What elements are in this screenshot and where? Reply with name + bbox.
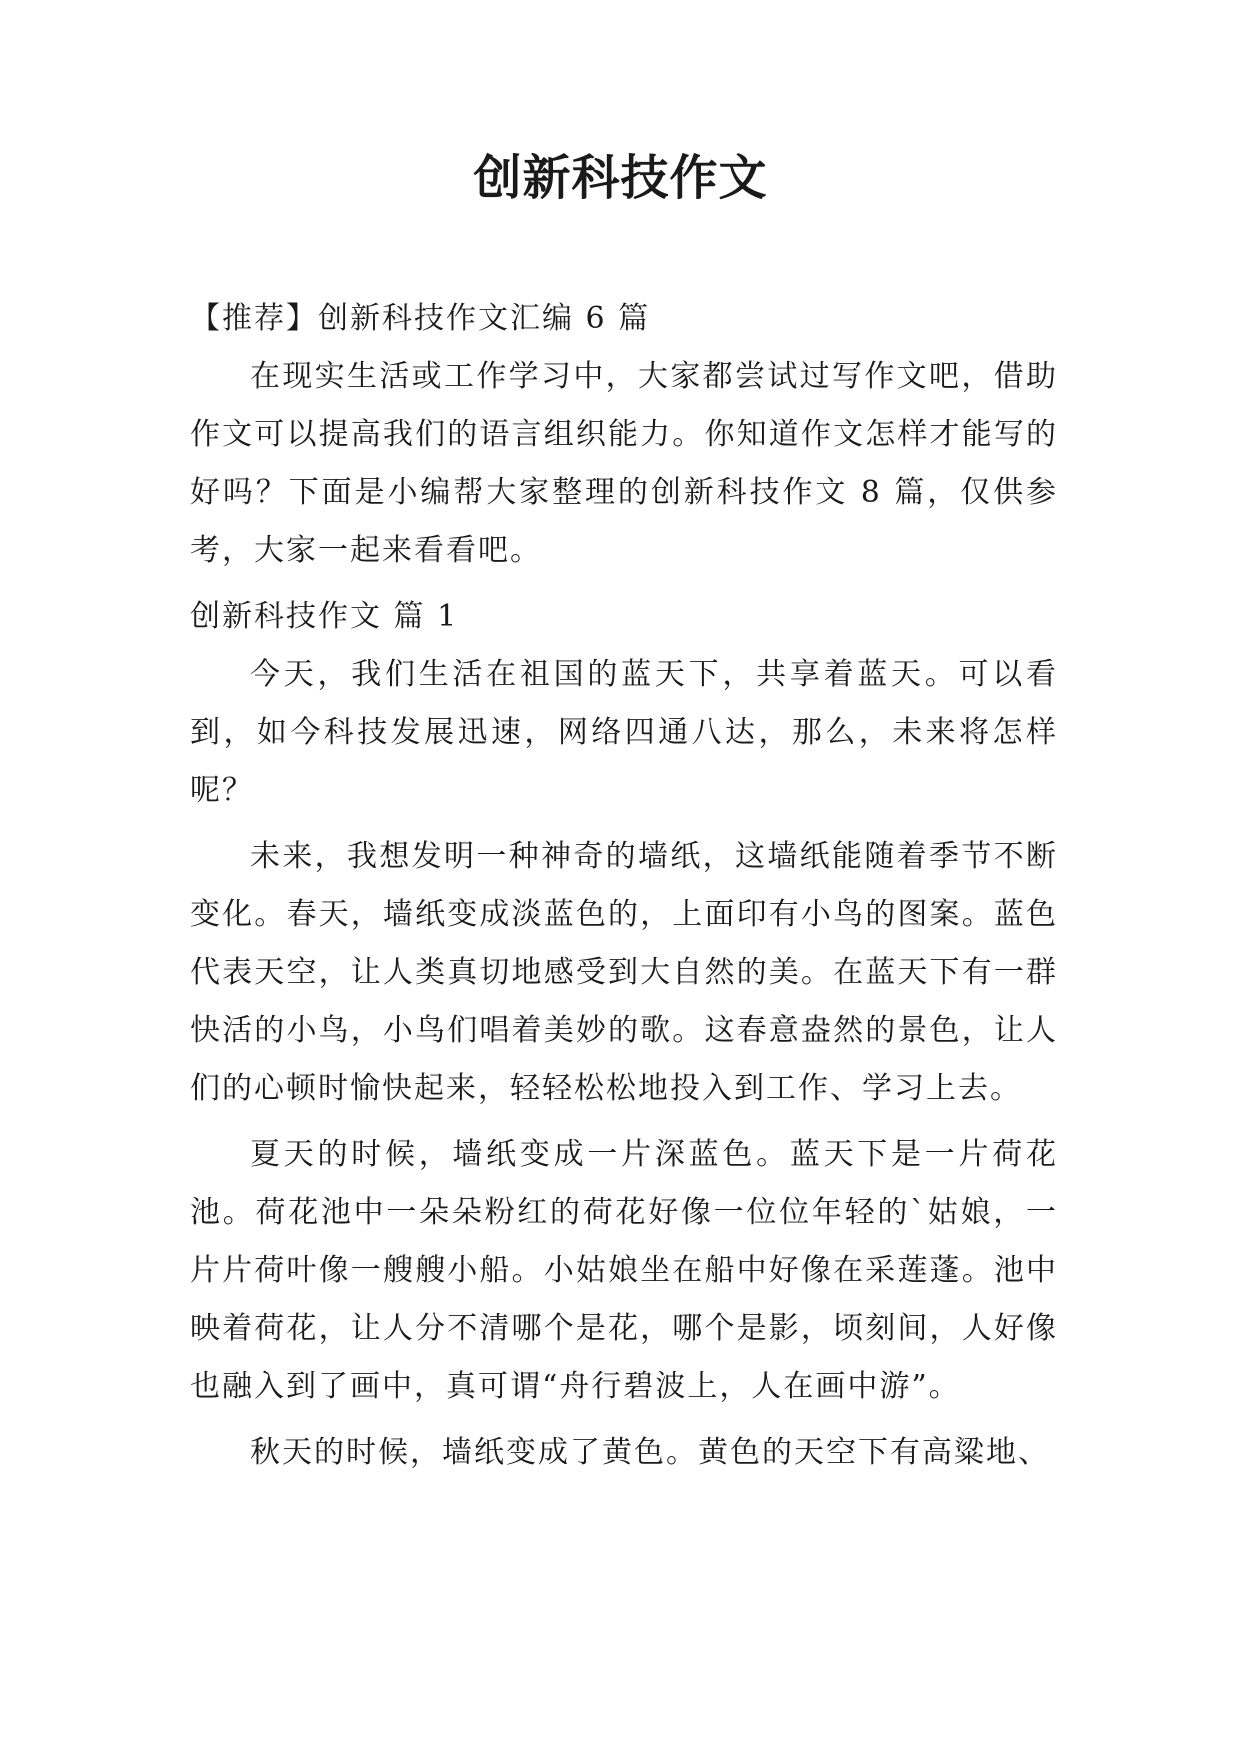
intro-paragraph: 在现实生活或工作学习中，大家都尝试过写作文吧，借助作文可以提高我们的语言组织能力。你知道作文怎样才能写的好吗？下面是小编帮大家整理的创新科技作文 8 篇，仅供参考，大家一起来看看吧。	[190, 359, 1058, 568]
document-body	[190, 290, 1058, 1490]
document-subtitle: 【推荐】创新科技作文汇编 6 篇	[190, 301, 651, 336]
body-paragraph: 未来，我想发明一种神奇的墙纸，这墙纸能随着季节不断变化。春天，墙纸变成淡蓝色的，上面印有小鸟的图案。蓝色代表天空，让人类真切地感受到大自然的美。在蓝天下有一群快活的小鸟，小鸟们唱着美妙的歌。这春意盎然的景色，让人们的心顿时愉快起来，轻轻松松地投入到工作、学习上去。	[190, 839, 1058, 1106]
page-title: 创新科技作文	[473, 150, 768, 206]
body-paragraph: 夏天的时候，墙纸变成一片深蓝色。蓝天下是一片荷花池。荷花池中一朵朵粉红的荷花好像一位位年轻的`姑娘，一片片荷叶像一艘艘小船。小姑娘坐在船中好像在采莲蓬。池中映着荷花，让人分不清哪个是花，哪个是影，顷刻间，人好像也融入到了画中，真可谓“舟行碧波上，人在画中游”。	[190, 1137, 1058, 1404]
body-paragraph: 今天，我们生活在祖国的蓝天下，共享着蓝天。可以看到，如今科技发展迅速，网络四通八达，那么，未来将怎样呢？	[190, 657, 1058, 808]
body-paragraph: 秋天的时候，墙纸变成了黄色。黄色的天空下有高粱地、	[250, 1435, 1050, 1470]
section-heading: 创新科技作文 篇 1	[190, 599, 459, 634]
